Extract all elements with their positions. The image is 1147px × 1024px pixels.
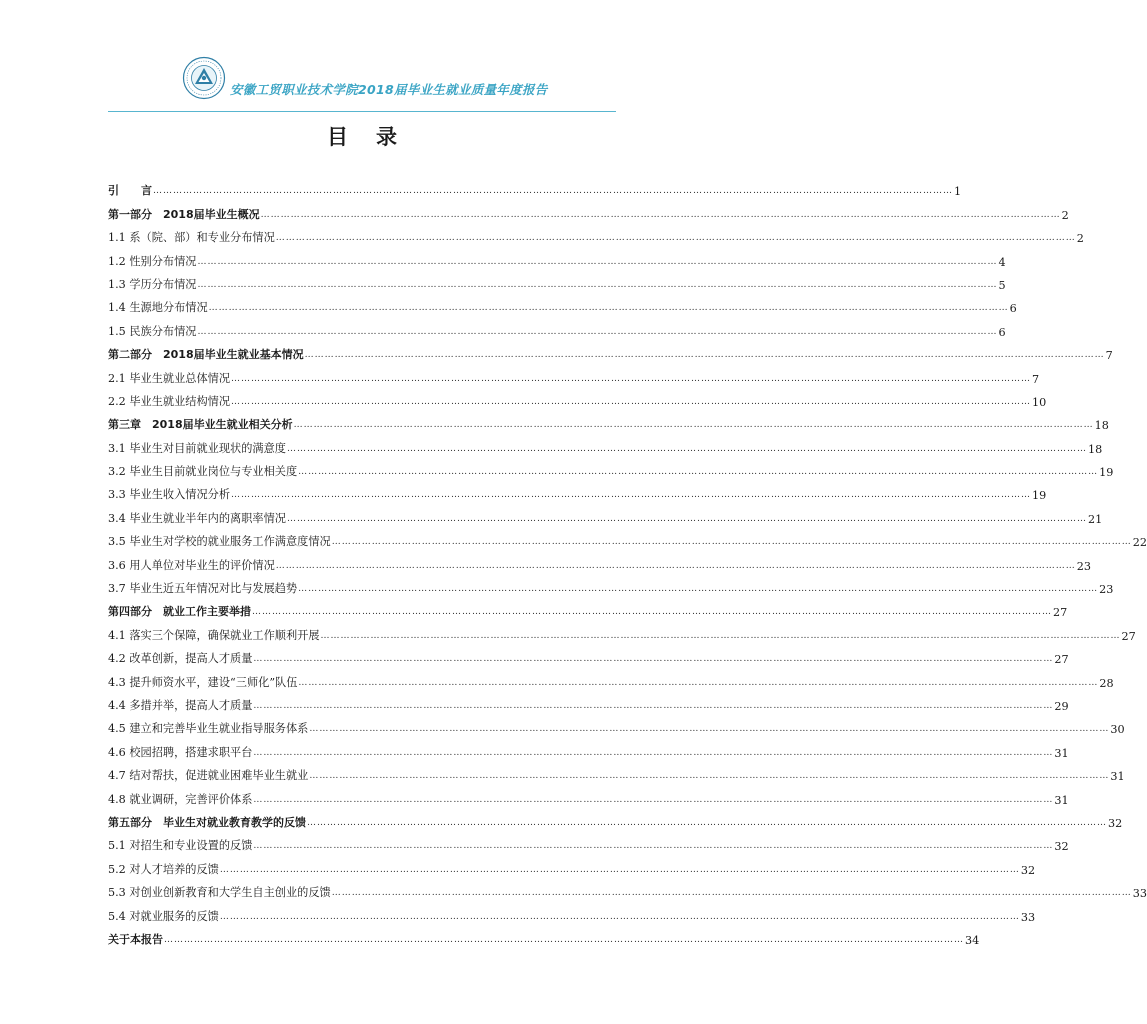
toc-entry-page: 7 <box>1105 349 1113 363</box>
toc-entry-page: 23 <box>1099 583 1114 597</box>
toc-entry[interactable] <box>108 386 1047 409</box>
toc-entry[interactable] <box>108 596 1068 620</box>
toc-dot-leader: …………………………………………………………………………………………………………………………………………………………………………………………………………………… <box>331 537 1132 548</box>
toc-title: 目录 <box>327 125 425 149</box>
toc-entry-label: 5.4 对就业服务的反馈 <box>108 909 219 923</box>
toc-dot-leader: …………………………………………………………………………………………………………………………………………………………………………………………………………………… <box>208 303 1009 314</box>
toc-dot-leader: …………………………………………………………………………………………………………………………………………………………………………………………………………………… <box>231 373 1032 384</box>
toc-entry[interactable] <box>108 830 1069 854</box>
toc-entry-page: 18 <box>1094 419 1109 433</box>
toc-entry[interactable] <box>108 690 1069 713</box>
toc-entry-page: 18 <box>1087 442 1103 456</box>
toc-dot-leader: …………………………………………………………………………………………………………………………………………………………………………………………………………………… <box>253 700 1054 711</box>
toc-dot-leader: …………………………………………………………………………………………………………………………………………………………………………………………………………………… <box>231 490 1032 501</box>
toc-entry[interactable] <box>108 245 1006 269</box>
toc-entry-label: 2.1 毕业生就业总体情况 <box>108 371 231 385</box>
toc-entry[interactable] <box>108 877 1147 901</box>
toc-entry-label: 4.4 多措并举，提高人才质量 <box>108 698 253 712</box>
toc-dot-leader: …………………………………………………………………………………………………………………………………………………………………………………………………………………… <box>293 420 1094 431</box>
header-title: 安徽工贸职业技术学院2018届毕业生就业质量年度报告 <box>230 82 548 97</box>
toc-dot-leader: …………………………………………………………………………………………………………………………………………………………………………………………………………………… <box>219 911 1020 922</box>
toc-entry-label: 1.2 性别分布情况 <box>108 254 197 268</box>
toc-entry-label: 1.4 生源地分布情况 <box>108 301 208 315</box>
toc-entry-page: 27 <box>1054 653 1069 667</box>
toc-entry-label: 1.5 民族分布情况 <box>108 324 197 338</box>
toc-entry-label: 3.6 用人单位对毕业生的评价情况 <box>108 558 275 572</box>
table-of-contents <box>108 175 1147 947</box>
toc-dot-leader: …………………………………………………………………………………………………………………………………………………………………………………………………………………… <box>253 841 1054 852</box>
toc-entry-page: 32 <box>1054 840 1069 854</box>
toc-entry-label: 4.7 结对帮扶，促进就业困难毕业生就业 <box>108 769 309 783</box>
toc-entry-page: 2 <box>1061 208 1069 222</box>
toc-dot-leader: …………………………………………………………………………………………………………………………………………………………………………………………………………………… <box>286 513 1087 524</box>
toc-entry-label: 4.8 就业调研，完善评价体系 <box>108 792 253 806</box>
toc-entry-label: 5.3 对创业创新教育和大学生自主创业的反馈 <box>108 886 331 900</box>
toc-entry-label: 3.3 毕业生收入情况分析 <box>108 488 231 502</box>
toc-dot-leader: …………………………………………………………………………………………………………………………………………………………………………………………………………………… <box>309 724 1110 735</box>
toc-entry-label: 关于本报告 <box>108 932 163 946</box>
toc-dot-leader: …………………………………………………………………………………………………………………………………………………………………………………………………………………… <box>298 677 1099 688</box>
toc-entry-label: 5.2 对人才培养的反馈 <box>108 862 219 876</box>
toc-entry-page: 33 <box>1020 910 1036 924</box>
toc-entry[interactable] <box>108 713 1125 737</box>
toc-dot-leader: …………………………………………………………………………………………………………………………………………………………………………………………………………………… <box>331 888 1132 899</box>
toc-entry-label: 4.5 建立和完善毕业生就业指导服务体系 <box>108 722 309 736</box>
page-header <box>108 56 616 116</box>
toc-entry-page: 6 <box>998 325 1006 339</box>
toc-dot-leader: …………………………………………………………………………………………………………………………………………………………………………………………………………………… <box>253 794 1054 805</box>
toc-entry-label: 1.3 学历分布情况 <box>108 277 197 291</box>
toc-entry[interactable] <box>108 479 1047 503</box>
toc-entry-page: 31 <box>1054 793 1069 807</box>
toc-entry-label: 引 言 <box>108 184 152 198</box>
toc-entry-label: 4.1 落实三个保障，确保就业工作顺利开展 <box>108 628 320 642</box>
toc-entry[interactable] <box>108 666 1114 690</box>
toc-dot-leader: …………………………………………………………………………………………………………………………………………………………………………………………………………………… <box>320 630 1121 641</box>
toc-entry[interactable] <box>108 502 1103 526</box>
toc-entry[interactable] <box>108 175 962 199</box>
toc-entry-page: 28 <box>1099 676 1114 690</box>
toc-dot-leader: …………………………………………………………………………………………………………………………………………………………………………………………………………………… <box>153 186 953 197</box>
toc-entry-page: 32 <box>1108 816 1123 830</box>
toc-entry-page: 1 <box>954 185 962 199</box>
toc-entry-page: 29 <box>1054 699 1069 713</box>
toc-entry-label: 3.1 毕业生对目前就业现状的满意度 <box>108 441 286 455</box>
toc-dot-leader: …………………………………………………………………………………………………………………………………………………………………………………………………………………… <box>219 864 1020 875</box>
toc-entry[interactable] <box>108 409 1109 433</box>
toc-entry-label: 4.2 改革创新，提高人才质量 <box>108 652 253 666</box>
toc-entry-page: 22 <box>1132 536 1147 550</box>
toc-dot-leader: …………………………………………………………………………………………………………………………………………………………………………………………………………………… <box>304 350 1105 361</box>
toc-entry-label: 3.7 毕业生近五年情况对比与发展趋势 <box>108 582 298 596</box>
toc-entry-page: 34 <box>965 933 980 947</box>
toc-entry[interactable] <box>108 643 1069 667</box>
toc-entry-label: 2.2 毕业生就业结构情况 <box>108 394 231 408</box>
toc-entry[interactable] <box>108 432 1103 456</box>
toc-entry-page: 19 <box>1032 489 1047 503</box>
toc-entry[interactable] <box>108 783 1069 807</box>
toc-entry-label: 3.5 毕业生对学校的就业服务工作满意度情况 <box>108 535 331 549</box>
toc-dot-leader: …………………………………………………………………………………………………………………………………………………………………………………………………………………… <box>260 209 1061 220</box>
toc-dot-leader: …………………………………………………………………………………………………………………………………………………………………………………………………………………… <box>298 584 1099 595</box>
toc-dot-leader: …………………………………………………………………………………………………………………………………………………………………………………………………………………… <box>197 279 998 290</box>
toc-entry-page: 7 <box>1032 372 1040 386</box>
toc-entry[interactable] <box>108 573 1114 597</box>
toc-entry[interactable] <box>108 198 1069 222</box>
toc-entry[interactable] <box>108 456 1114 480</box>
toc-dot-leader: …………………………………………………………………………………………………………………………………………………………………………………………………………………… <box>252 607 1052 618</box>
toc-entry-page: 32 <box>1020 863 1036 877</box>
toc-entry-label: 3.2 毕业生目前就业岗位与专业相关度 <box>108 465 298 479</box>
toc-entry-label: 第四部分 就业工作主要举措 <box>108 605 251 619</box>
toc-entry[interactable] <box>108 760 1125 784</box>
toc-dot-leader: …………………………………………………………………………………………………………………………………………………………………………………………………………………… <box>231 396 1032 407</box>
toc-entry[interactable] <box>108 269 1006 292</box>
toc-dot-leader: …………………………………………………………………………………………………………………………………………………………………………………………………………………… <box>253 654 1054 665</box>
toc-entry[interactable] <box>108 853 1036 877</box>
toc-dot-leader: …………………………………………………………………………………………………………………………………………………………………………………………………………………… <box>275 560 1076 571</box>
toc-entry-label: 3.4 毕业生就业半年内的离职率情况 <box>108 511 286 525</box>
toc-dot-leader: …………………………………………………………………………………………………………………………………………………………………………………………………………………… <box>309 771 1110 782</box>
toc-entry[interactable] <box>108 924 980 947</box>
toc-entry-label: 第五部分 毕业生对就业教育教学的反馈 <box>108 815 306 829</box>
toc-dot-leader: …………………………………………………………………………………………………………………………………………………………………………………………………………………… <box>164 934 964 945</box>
toc-entry-label: 4.6 校园招聘，搭建求职平台 <box>108 745 253 759</box>
toc-entry[interactable] <box>108 619 1136 643</box>
toc-entry-label: 第二部分 2018届毕业生就业基本情况 <box>108 348 304 362</box>
toc-entry-page: 5 <box>998 278 1006 292</box>
toc-dot-leader: …………………………………………………………………………………………………………………………………………………………………………………………………………………… <box>197 326 998 337</box>
toc-entry-page: 27 <box>1121 629 1136 643</box>
toc-entry[interactable] <box>108 807 1123 830</box>
toc-dot-leader: …………………………………………………………………………………………………………………………………………………………………………………………………………………… <box>286 443 1087 454</box>
toc-entry-label: 1.1 系（院、部）和专业分布情况 <box>108 231 275 245</box>
toc-entry-page: 2 <box>1076 232 1084 246</box>
toc-entry[interactable] <box>108 339 1113 363</box>
toc-dot-leader: …………………………………………………………………………………………………………………………………………………………………………………………………………………… <box>197 256 998 267</box>
toc-dot-leader: …………………………………………………………………………………………………………………………………………………………………………………………………………………… <box>253 747 1054 758</box>
toc-entry-page: 6 <box>1009 302 1017 316</box>
toc-entry-page: 31 <box>1110 770 1125 784</box>
toc-entry-label: 第三章 2018届毕业生就业相关分析 <box>108 418 293 432</box>
toc-dot-leader: …………………………………………………………………………………………………………………………………………………………………………………………………………………… <box>275 233 1076 244</box>
toc-entry-page: 4 <box>998 255 1006 269</box>
toc-entry-page: 19 <box>1099 466 1114 480</box>
toc-entry[interactable] <box>108 292 1017 316</box>
toc-entry[interactable] <box>108 736 1069 760</box>
toc-entry-label: 4.3 提升师资水平，建设“三师化”队伍 <box>108 675 298 689</box>
toc-dot-leader: …………………………………………………………………………………………………………………………………………………………………………………………………………………… <box>298 467 1099 478</box>
toc-entry[interactable] <box>108 526 1147 550</box>
toc-entry-page: 27 <box>1053 606 1068 620</box>
toc-entry-label: 第一部分 2018届毕业生概况 <box>108 207 260 221</box>
toc-entry[interactable] <box>108 549 1092 573</box>
toc-entry-page: 30 <box>1110 723 1125 737</box>
header-divider <box>108 111 616 112</box>
toc-entry-page: 33 <box>1132 887 1147 901</box>
toc-entry-page: 21 <box>1087 512 1103 526</box>
toc-entry[interactable] <box>108 315 1006 339</box>
toc-entry-label: 5.1 对招生和专业设置的反馈 <box>108 839 253 853</box>
toc-entry[interactable] <box>108 222 1084 246</box>
toc-entry-page: 31 <box>1054 746 1069 760</box>
toc-entry[interactable] <box>108 900 1036 924</box>
toc-dot-leader: …………………………………………………………………………………………………………………………………………………………………………………………………………………… <box>307 817 1107 828</box>
college-emblem-icon <box>182 56 226 100</box>
toc-entry[interactable] <box>108 362 1040 386</box>
toc-entry-page: 10 <box>1032 395 1047 409</box>
toc-entry-page: 23 <box>1076 559 1092 573</box>
